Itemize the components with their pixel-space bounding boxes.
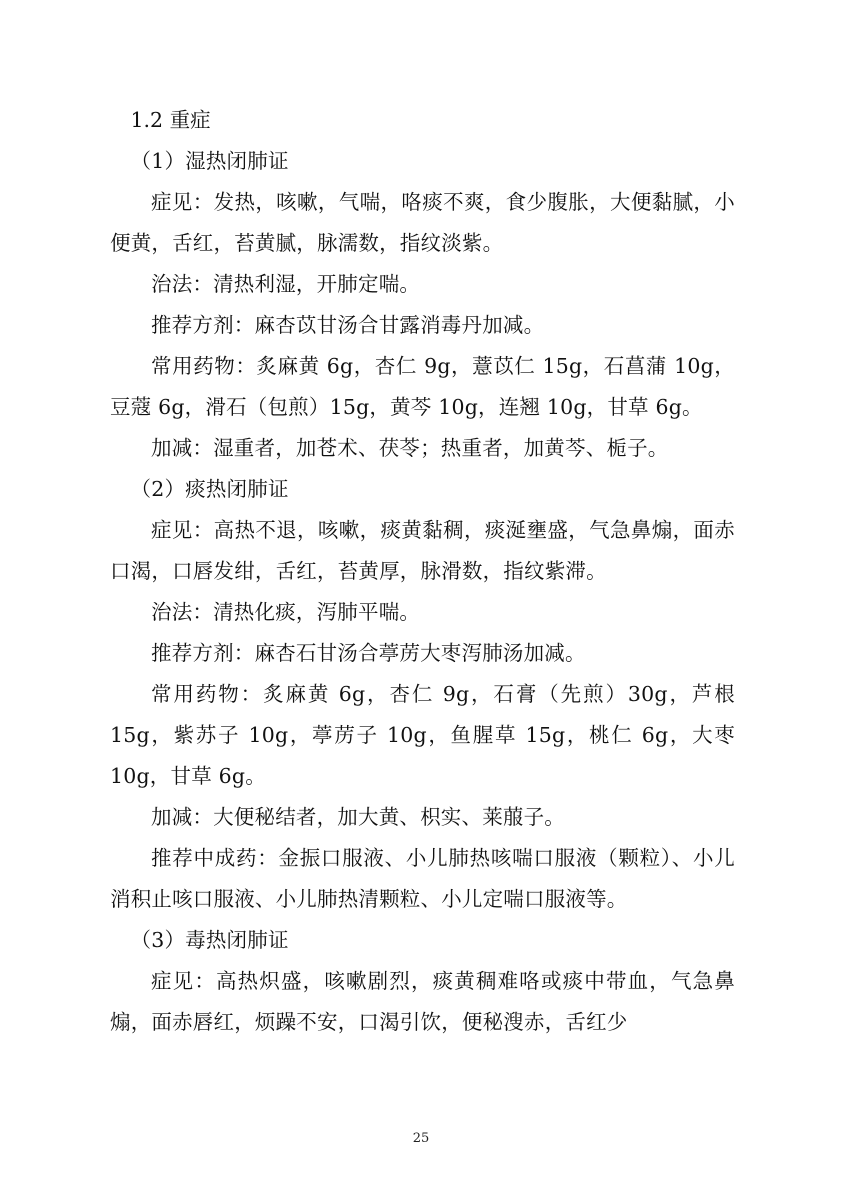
treatment-method-1: 治法：清热利湿，开肺定喘。 <box>151 272 421 296</box>
treatment-method-2: 治法：清热化痰，泻肺平喘。 <box>151 600 421 624</box>
subsection-heading-3: （3）毒热闭肺证 <box>130 928 289 952</box>
modifications-1: 加减：湿重者，加苍术、茯苓；热重者，加黄芩、栀子。 <box>151 436 669 460</box>
common-drugs-1: 常用药物：炙麻黄 6g，杏仁 9g，薏苡仁 15g，石菖蒲 10g，豆蔻 6g，滑石（包煎）15g，黄芩 10g，连翘 10g，甘草 6g。 <box>110 354 735 419</box>
symptoms-3: 症见：高热炽盛，咳嗽剧烈，痰黄稠难咯或痰中带血，气急鼻煽，面赤唇红，烦躁不安，口渴引饮，便秘溲赤，舌红少 <box>110 969 735 1034</box>
page-number: 25 <box>412 1131 430 1146</box>
recommended-patent-medicine-2: 推荐中成药：金振口服液、小儿肺热咳喘口服液（颗粒）、小儿消积止咳口服液、小儿肺热清颗粒、小儿定喘口服液等。 <box>110 846 735 911</box>
recommended-formula-2: 推荐方剂：麻杏石甘汤合葶苈大枣泻肺汤加减。 <box>151 641 586 665</box>
symptoms-1: 症见：发热，咳嗽，气喘，咯痰不爽，食少腹胀，大便黏腻，小便黄，舌红，苔黄腻，脉濡数，指纹淡紫。 <box>110 190 735 255</box>
symptoms-2: 症见：高热不退，咳嗽，痰黄黏稠，痰涎壅盛，气急鼻煽，面赤口渴，口唇发绀，舌红，苔黄厚，脉滑数，指纹紫滞。 <box>110 518 735 583</box>
common-drugs-2: 常用药物：炙麻黄 6g，杏仁 9g，石膏（先煎）30g，芦根 15g，紫苏子 10g，葶苈子 10g，鱼腥草 15g，桃仁 6g，大枣 10g，甘草 6g。 <box>110 682 735 788</box>
recommended-formula-1: 推荐方剂：麻杏苡甘汤合甘露消毒丹加减。 <box>151 313 545 337</box>
subsection-heading-1: （1）湿热闭肺证 <box>130 149 289 173</box>
section-heading-1-2: 1.2 重症 <box>130 108 211 132</box>
subsection-heading-2: （2）痰热闭肺证 <box>130 477 289 501</box>
modifications-2: 加减：大便秘结者，加大黄、枳实、莱菔子。 <box>151 805 565 829</box>
page-content <box>110 100 735 1043</box>
